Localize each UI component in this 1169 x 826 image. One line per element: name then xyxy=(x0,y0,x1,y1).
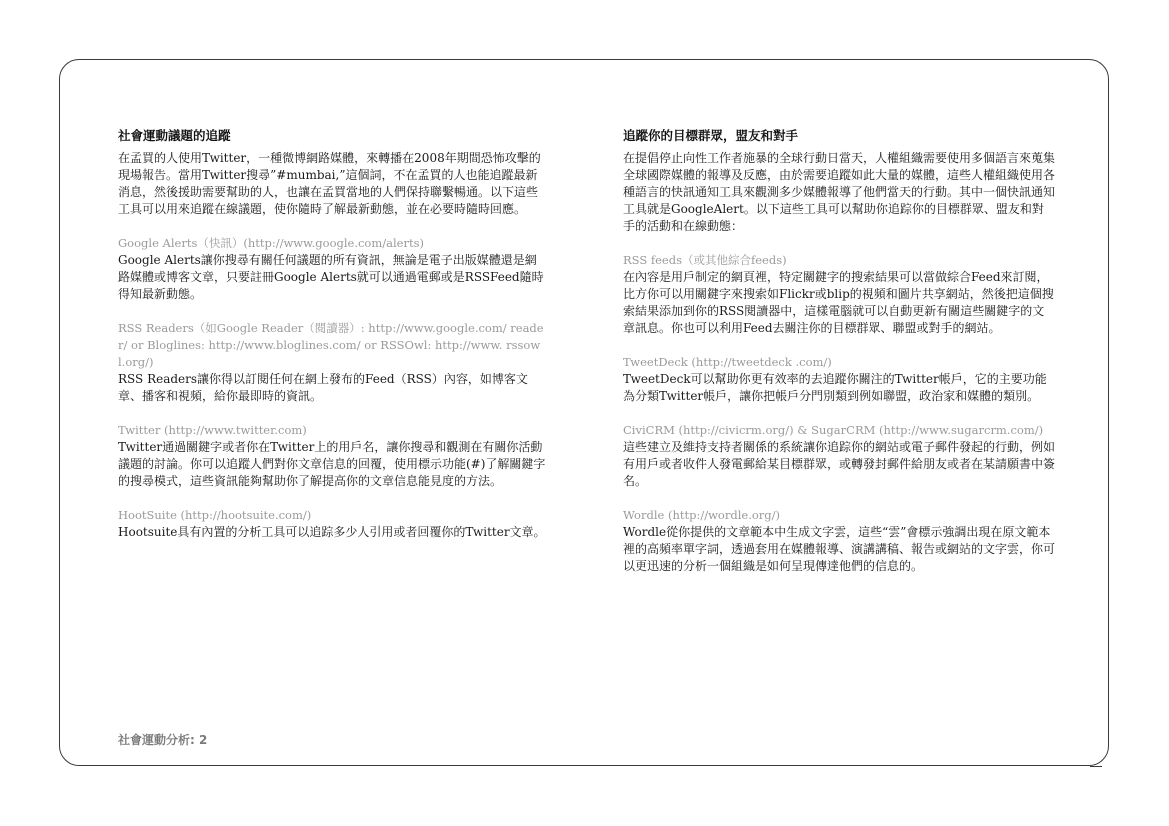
tool-source: RSS feeds（或其他綜合feeds) xyxy=(623,253,787,267)
tool-source: CiviCRM (http://civicrm.org/) & SugarCRM (http://www.sugarcrm.com/) xyxy=(623,423,1044,437)
tool-source: Twitter (http://www.twitter.com) xyxy=(118,423,307,437)
tool-desc: RSS Readers讓你得以訂閱任何在網上發布的Feed（RSS）內容，如博客文章、播客和視頻，給你最即時的資訊。 xyxy=(118,372,528,403)
tool-source: RSS Readers（如Google Reader（閱讀器）: http://www.google.com/ reader/ or Bloglines: http://www.bloglines.com/ or RSSOwl: http://www. rssowl.org/) xyxy=(118,321,544,369)
corner-tick xyxy=(1090,766,1102,767)
tool-desc: Twitter通過關鍵字或者你在Twitter上的用戶名，讓你搜尋和觀測在有關你活動議題的討論。你可以追蹤人們對你文章信息的回覆，使用標示功能(#)了解關鍵字的搜尋模式，這些資訊能夠幫助你了解提高你的文章信息能見度的方法。 xyxy=(118,440,546,488)
tool-desc: 這些建立及維持支持者關係的系統讓你追踪你的網站或電子郵件發起的行動，例如有用戶或者收件人發電郵給某目標群眾，或轉發封郵件給朋友或者在某請願書中簽名。 xyxy=(623,440,1056,488)
tool-wordle xyxy=(623,507,1055,575)
left-column xyxy=(118,128,546,541)
left-intro: 在孟買的人使用Twitter，一種微博網路媒體，來轉播在2008年期間恐怖攻擊的現場報告。當用Twitter搜尋”#mumbai,”這個詞，不在孟買的人也能追蹤最新消息，然後援助需要幫助的人，也讓在孟買當地的人們保持聯繫暢通。以下這些工具可以用來追蹤在線議題，使你隨時了解最新動態，並在必要時隨時回應。 xyxy=(118,151,541,216)
tool-source: HootSuite (http://hootsuite.com/) xyxy=(118,508,312,522)
right-intro: 在提倡停止向性工作者施暴的全球行動日當天，人權組織需要使用多個語言來蒐集全球國際媒體的報導及反應，由於需要追蹤如此大量的媒體，這些人權組織使用各種語言的快訊通知工具來觀測多少媒體報導了他們當天的行動。其中一個快訊通知工具就是GoogleAlert。以下這些工具可以幫助你追踪你的目標群眾、盟友和對手的活動和在線動態： xyxy=(623,151,1056,233)
tool-desc: TweetDeck可以幫助你更有效率的去追蹤你關注的Twitter帳戶，它的主要功能為分類Twitter帳戶，讓你把帳戶分門別類到例如聯盟，政治家和媒體的類別。 xyxy=(623,372,1047,403)
tool-rss-feeds xyxy=(623,252,1055,337)
tool-desc: Google Alerts讓你搜尋有關任何議題的所有資訊，無論是電子出版媒體還是網路媒體或博客文章，只要註冊Google Alerts就可以通過電郵或是RSSFeed隨時得知最新動態。 xyxy=(118,253,544,301)
tool-source: TweetDeck (http://tweetdeck .com/) xyxy=(623,355,832,369)
page-footer: 社會運動分析: 2 xyxy=(118,733,208,747)
tool-hootsuite xyxy=(118,507,546,541)
tool-desc: Hootsuite具有內置的分析工具可以追踪多少人引用或者回覆你的Twitter文章。 xyxy=(118,525,546,539)
right-heading: 追蹤你的目標群眾，盟友和對手 xyxy=(623,128,799,143)
tool-twitter xyxy=(118,422,546,490)
tool-rss-readers xyxy=(118,320,546,405)
left-heading: 社會運動議題的追蹤 xyxy=(118,128,231,143)
tool-google-alerts xyxy=(118,235,546,303)
tool-tweetdeck xyxy=(623,354,1055,405)
tool-civicrm-sugarcrm xyxy=(623,422,1055,490)
tool-desc: 在內容是用戶制定的網頁裡，特定關鍵字的搜索結果可以當做綜合Feed來訂閱，比方你可以用關鍵字來搜索如Flickr或blip的視頻和圖片共享網站，然後把這個搜索結果添加到你的RSS閱讀器中，這樣電腦就可以自動更新有關這些關鍵字的文章訊息。你也可以利用Feed去關注你的目標群眾、聯盟或對手的網站。 xyxy=(623,270,1054,335)
tool-source: Wordle (http://wordle.org/) xyxy=(623,508,780,522)
right-column xyxy=(623,128,1055,575)
tool-desc: Wordle從你提供的文章範本中生成文字雲，這些“雲”會標示強調出現在原文範本裡的高頻率單字詞，透過套用在媒體報導、演講講稿、報告或網站的文字雲，你可以更迅速的分析一個組織是如何呈現傳達他們的信息的。 xyxy=(623,525,1056,573)
tool-source: Google Alerts（快訊）(http://www.google.com/alerts) xyxy=(118,236,424,250)
